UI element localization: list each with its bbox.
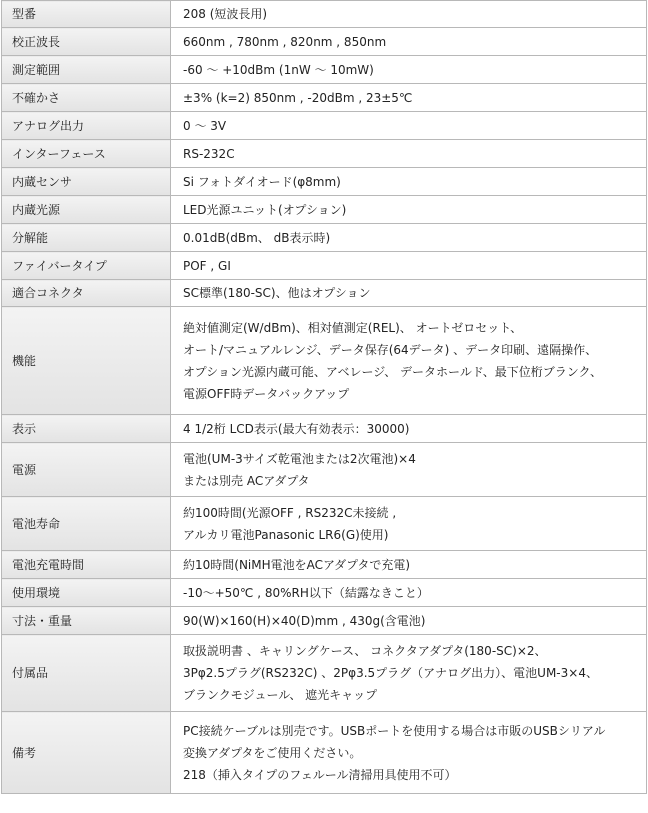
spec-value-line: -10～+50℃ , 80%RH以下（結露なきこと） bbox=[183, 585, 429, 600]
spec-label: 内蔵光源 bbox=[2, 196, 171, 224]
spec-value-line: SC標準(180-SC)、他はオプション bbox=[183, 286, 371, 300]
spec-value-line: 電池(UM-3サイズ乾電池または2次電池)×4 bbox=[183, 451, 416, 466]
spec-value-line: 0 ～ 3V bbox=[183, 118, 227, 133]
spec-label: 不確かさ bbox=[2, 84, 171, 112]
spec-value-line: 0.01dB(dBm、 dB表示時) bbox=[183, 230, 331, 245]
spec-label: インターフェース bbox=[2, 140, 171, 168]
spec-value-line: 4 1/2桁 LCD表示(最大有効表示：30000) bbox=[183, 421, 410, 436]
spec-row bbox=[2, 280, 647, 307]
spec-label: 電池充電時間 bbox=[2, 551, 171, 579]
spec-row bbox=[2, 28, 647, 56]
spec-value-line: 660nm , 780nm , 820nm , 850nm bbox=[183, 34, 387, 49]
spec-value-line: 90(W)×160(H)×40(D)mm , 430g(含電池) bbox=[183, 613, 426, 628]
spec-value-line: 電源OFF時データバックアップ bbox=[183, 386, 350, 401]
spec-value-line: オプション光源内蔵可能、アベレージ、 データホールド、最下位桁ブランク、 bbox=[183, 364, 603, 379]
spec-label: 校正波長 bbox=[2, 28, 171, 56]
spec-value bbox=[171, 112, 647, 140]
spec-value-line: 3Pφ2.5プラグ(RS232C) 、2Pφ3.5プラグ（アナログ出力）、電池UM-3×4、 bbox=[183, 666, 598, 680]
spec-value-line: PC接続ケーブルは別売です。USBポートを使用する場合は市販のUSBシリアル bbox=[183, 723, 606, 738]
spec-label: 適合コネクタ bbox=[2, 280, 171, 307]
spec-row bbox=[2, 56, 647, 84]
spec-row bbox=[2, 712, 647, 794]
spec-row bbox=[2, 579, 647, 607]
spec-value bbox=[171, 1, 647, 28]
spec-row bbox=[2, 443, 647, 497]
spec-value-line: POF , GI bbox=[183, 258, 231, 273]
spec-value-line: ブランクモジュール、 遮光キャップ bbox=[183, 688, 378, 702]
spec-value-line: RS-232C bbox=[183, 146, 235, 161]
spec-row bbox=[2, 307, 647, 415]
spec-label: 分解能 bbox=[2, 224, 171, 252]
spec-label: 寸法・重量 bbox=[2, 607, 171, 635]
spec-row bbox=[2, 607, 647, 635]
spec-value bbox=[171, 28, 647, 56]
spec-row bbox=[2, 224, 647, 252]
spec-value-line: 絶対値測定(W/dBm)、相対値測定(REL)、 オートゼロセット、 bbox=[183, 320, 523, 335]
spec-table bbox=[1, 0, 647, 794]
spec-label: 備考 bbox=[2, 712, 171, 794]
spec-value bbox=[171, 443, 647, 497]
spec-value-line: オート/マニュアルレンジ、データ保存(64データ) 、データ印刷、遠隔操作、 bbox=[183, 342, 598, 357]
spec-value-line: 約10時間(NiMH電池をACアダプタで充電) bbox=[183, 557, 411, 572]
spec-value-line: 約100時間(光源OFF , RS232C未接続 , bbox=[183, 505, 397, 520]
spec-row bbox=[2, 112, 647, 140]
spec-value bbox=[171, 415, 647, 443]
spec-value-line: 変換アダプタをご使用ください。 bbox=[183, 745, 362, 760]
spec-row bbox=[2, 551, 647, 579]
spec-table-body bbox=[2, 1, 647, 794]
spec-value-line: 218（挿入タイプのフェルール清掃用具使用不可） bbox=[183, 767, 457, 782]
spec-value bbox=[171, 579, 647, 607]
spec-label: 測定範囲 bbox=[2, 56, 171, 84]
spec-row bbox=[2, 168, 647, 196]
spec-value bbox=[171, 712, 647, 794]
spec-value bbox=[171, 280, 647, 307]
spec-value bbox=[171, 307, 647, 415]
spec-row bbox=[2, 635, 647, 712]
spec-label: アナログ出力 bbox=[2, 112, 171, 140]
spec-value-line: 取扱説明書 、キャリングケース、 コネクタアダプタ(180-SC)×2、 bbox=[183, 644, 547, 658]
spec-value bbox=[171, 497, 647, 551]
spec-row bbox=[2, 1, 647, 28]
spec-value-line: アルカリ電池Panasonic LR6(G)使用) bbox=[183, 527, 389, 542]
spec-label: 電池寿命 bbox=[2, 497, 171, 551]
spec-label: 付属品 bbox=[2, 635, 171, 712]
spec-label: 電源 bbox=[2, 443, 171, 497]
spec-value-line: または別売 ACアダプタ bbox=[183, 473, 310, 488]
spec-value bbox=[171, 607, 647, 635]
spec-label: ファイバータイプ bbox=[2, 252, 171, 280]
spec-label: 型番 bbox=[2, 1, 171, 28]
spec-value-line: 208 (短波長用) bbox=[183, 7, 268, 21]
spec-value bbox=[171, 168, 647, 196]
spec-label: 使用環境 bbox=[2, 579, 171, 607]
spec-row bbox=[2, 252, 647, 280]
spec-value-line: -60 ～ +10dBm (1nW ～ 10mW) bbox=[183, 62, 374, 77]
spec-value bbox=[171, 140, 647, 168]
spec-label: 表示 bbox=[2, 415, 171, 443]
spec-value bbox=[171, 56, 647, 84]
spec-value bbox=[171, 551, 647, 579]
spec-value-line: LED光源ユニット(オプション) bbox=[183, 202, 347, 217]
spec-value-line: Si フォトダイオード(φ8mm) bbox=[183, 174, 341, 189]
spec-value bbox=[171, 196, 647, 224]
spec-row bbox=[2, 415, 647, 443]
spec-value bbox=[171, 635, 647, 712]
spec-label: 機能 bbox=[2, 307, 171, 415]
spec-row bbox=[2, 140, 647, 168]
spec-row bbox=[2, 196, 647, 224]
spec-value bbox=[171, 224, 647, 252]
spec-label: 内蔵センサ bbox=[2, 168, 171, 196]
spec-row bbox=[2, 84, 647, 112]
spec-value bbox=[171, 252, 647, 280]
spec-value-line: ±3% (k=2) 850nm , -20dBm , 23±5℃ bbox=[183, 90, 413, 105]
spec-value bbox=[171, 84, 647, 112]
spec-row bbox=[2, 497, 647, 551]
